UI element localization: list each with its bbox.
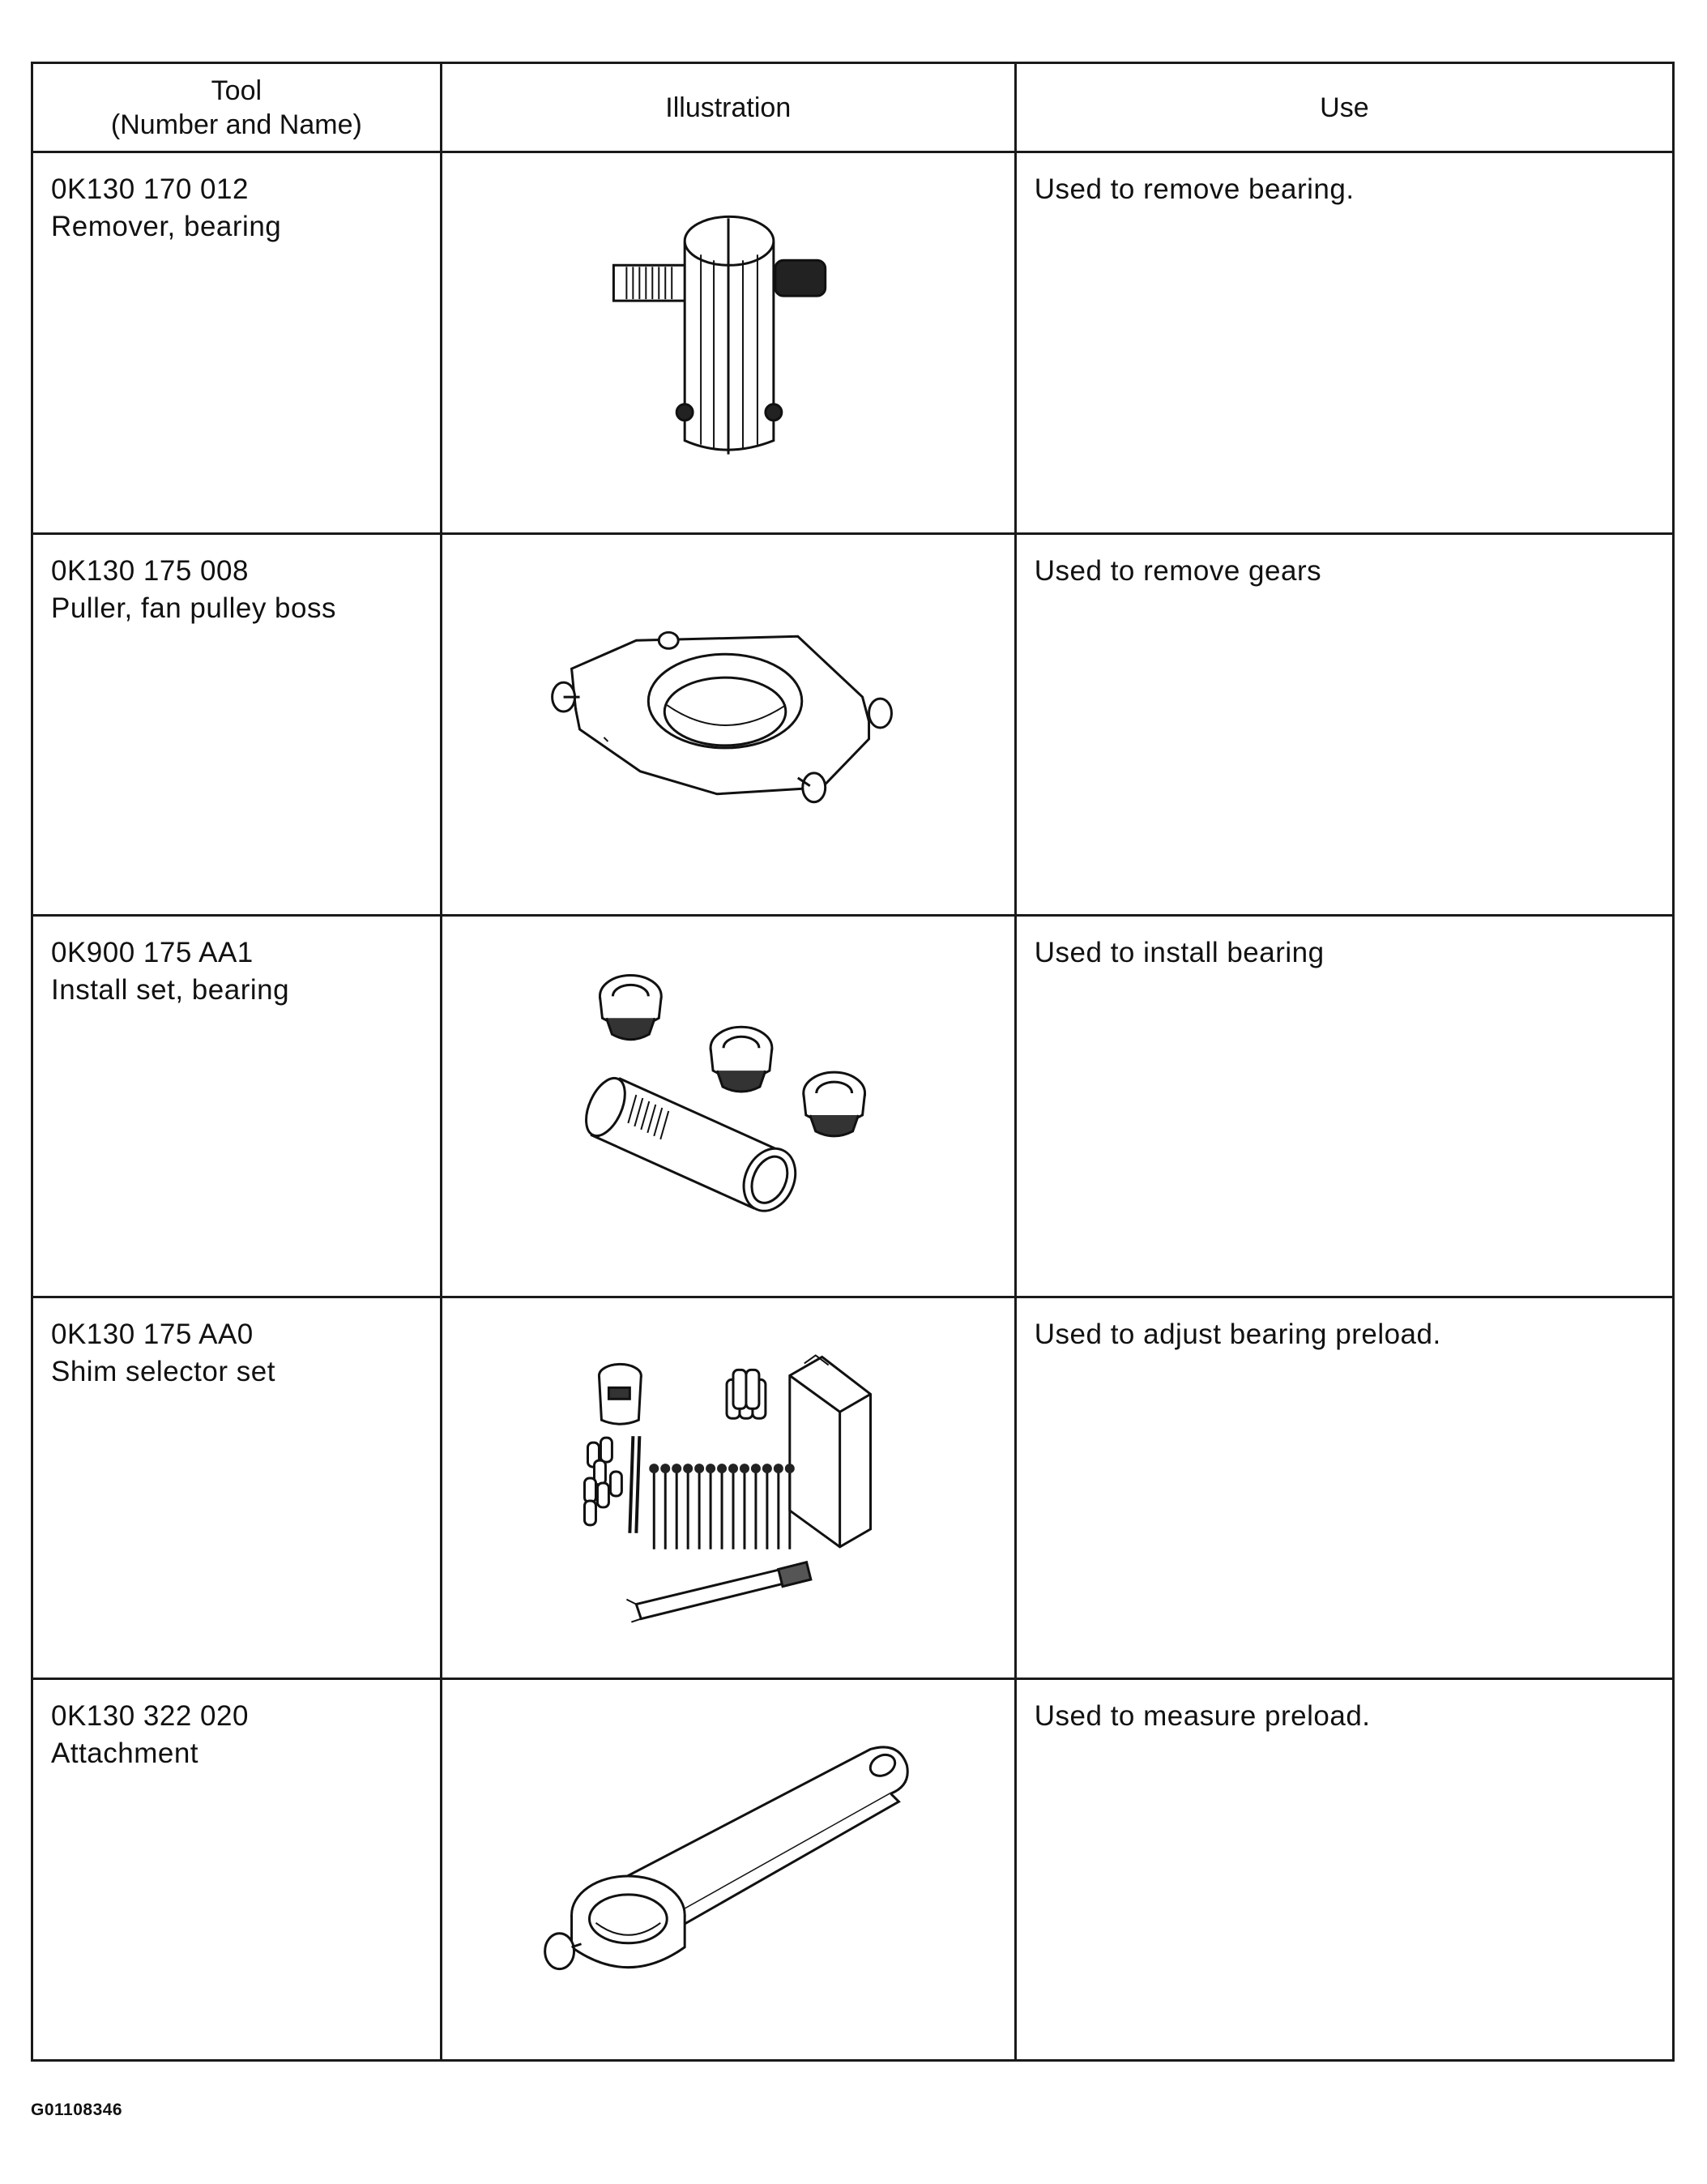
table-row [32,916,1674,1297]
attachment-wrench-icon [442,1680,1014,2059]
tool-cell [32,534,442,916]
use-cell [1015,534,1673,916]
illustration-cell [441,152,1015,534]
tool-number: 0K130 170 012 [51,173,249,205]
puller-icon [442,535,1014,914]
header-tool-line1: Tool [211,75,262,106]
use-cell [1015,1679,1673,2061]
tool-number: 0K900 175 AA1 [51,937,254,968]
tool-cell [32,1297,442,1679]
table-row [32,1297,1674,1679]
illustration-cell [441,534,1015,916]
shim-selector-set-icon [442,1298,1014,1678]
table-header-row [32,63,1674,152]
special-tools-table [31,62,1675,2062]
use-cell [1015,1297,1673,1679]
use-cell [1015,152,1673,534]
tool-name: Attachment [51,1737,199,1769]
tool-use: Used to install bearing [1034,937,1325,968]
header-use: Use [1015,63,1673,152]
header-tool-line2: (Number and Name) [110,109,362,140]
tool-name: Remover, bearing [51,211,282,242]
tool-number: 0K130 175 AA0 [51,1319,254,1350]
illustration-cell [441,1297,1015,1679]
tool-number: 0K130 322 020 [51,1700,249,1732]
tool-number: 0K130 175 008 [51,555,249,587]
tool-name: Install set, bearing [51,974,290,1006]
tool-name: Shim selector set [51,1356,275,1387]
tool-name: Puller, fan pulley boss [51,592,336,624]
tool-use: Used to adjust bearing preload. [1034,1319,1441,1350]
illustration-cell [441,1679,1015,2061]
bearing-install-set-icon [442,917,1014,1296]
header-illustration: Illustration [441,63,1015,152]
header-tool [32,63,442,152]
tool-use: Used to measure preload. [1034,1700,1371,1732]
illustration-cell [441,916,1015,1297]
tool-use: Used to remove gears [1034,555,1322,587]
tool-cell [32,152,442,534]
tool-cell [32,916,442,1297]
tool-cell [32,1679,442,2061]
use-cell [1015,916,1673,1297]
table-row [32,1679,1674,2061]
table-row [32,534,1674,916]
figure-code: G01108346 [31,2101,123,2119]
bearing-remover-icon [442,153,1014,532]
table-row [32,152,1674,534]
tool-use: Used to remove bearing. [1034,173,1355,205]
